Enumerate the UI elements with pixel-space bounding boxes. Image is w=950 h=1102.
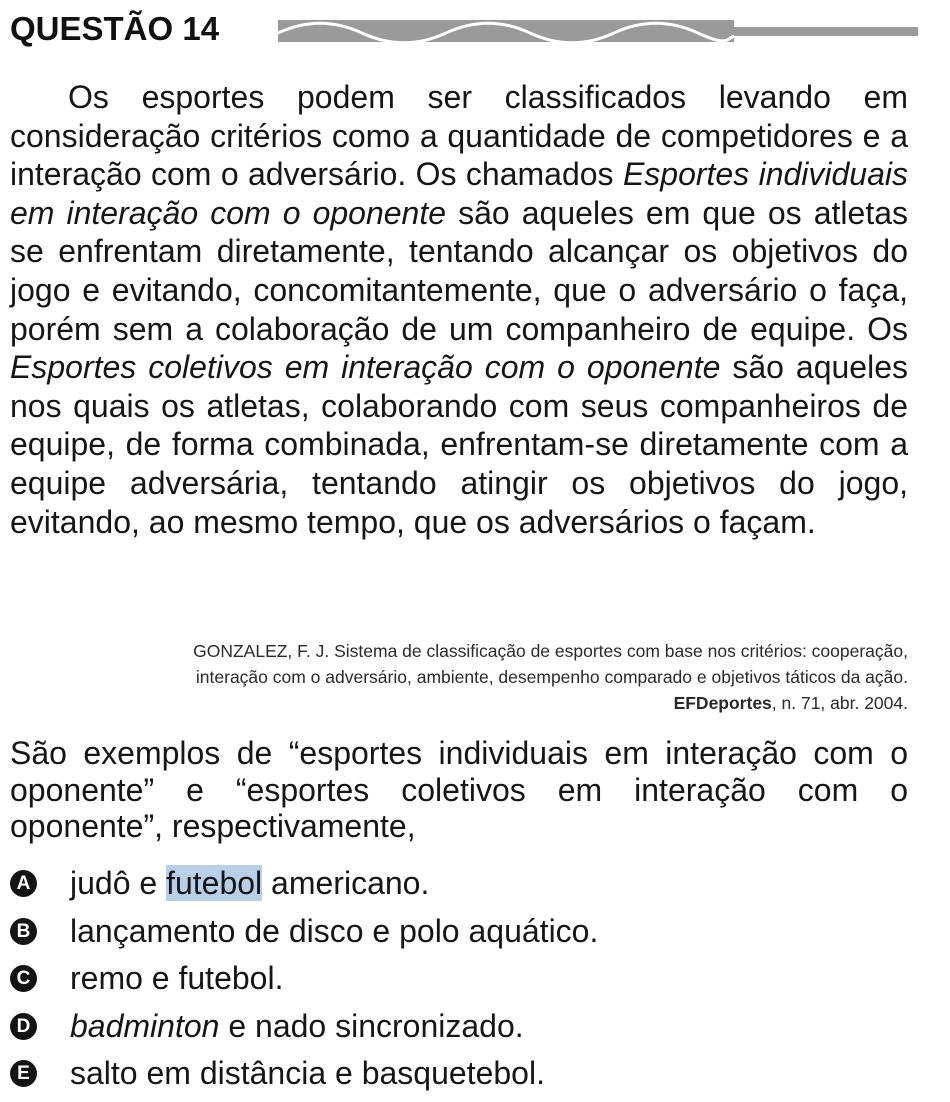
citation-line-1: GONZALEZ, F. J. Sistema de classificação de esportes com base nos critérios: cooperação,	[193, 641, 908, 661]
option-a-letter-icon: A	[10, 870, 37, 897]
option-d[interactable]	[10, 1003, 910, 1051]
citation-journal: EFDeportes	[673, 693, 772, 713]
option-b-letter-icon: B	[10, 918, 37, 945]
option-c-letter-icon: C	[10, 965, 37, 992]
option-c[interactable]	[10, 955, 910, 1003]
passage-part-2: são aqueles em que os atletas se enfrentam diretamente, tentando alcançar os objetivos do jogo e evitando, concomitantemente, que o adversário o faça, porém sem a colaboração de um companheiro de equipe. Os	[10, 194, 909, 347]
passage-term-collective: Esportes coletivos em interação com o oponente	[10, 349, 721, 386]
decorative-wave-bar	[278, 14, 918, 46]
question-stem: São exemplos de “esportes individuais em interação com o oponente” e “esportes coletivos em interação com o oponente”, respectivamente,	[10, 735, 908, 844]
passage-part-3: são aqueles nos quais os atletas, colaborando com seus companheiros de equipe, de forma combinada, enfrentam-se diretamente com a equipe adversária, tentando atingir os objetivos do jogo, evitando, ao mesmo tempo, que os adversários o façam.	[10, 349, 909, 540]
option-d-text: badminton e nado sincronizado.	[70, 1007, 524, 1044]
option-e[interactable]	[10, 1050, 910, 1098]
passage-part-1: Os esportes podem ser classificados levando em consideração critérios como a quantidade de competidores e a interação com o adversário. Os chamados	[10, 79, 908, 193]
citation-line-2: interação com o adversário, ambiente, desempenho comparado e objetivos táticos da ação.	[195, 667, 908, 687]
question-header	[10, 4, 910, 52]
citation-rest: , n. 71, abr. 2004.	[771, 693, 908, 713]
option-a-text: judô e futebol americano.	[70, 865, 430, 902]
option-d-letter-icon: D	[10, 1013, 37, 1040]
text-selection-highlight: futebol	[166, 865, 263, 902]
option-e-letter-icon: E	[10, 1060, 37, 1087]
passage-text	[10, 78, 908, 541]
citation-line-3	[10, 690, 908, 716]
option-b[interactable]	[10, 908, 910, 956]
option-e-text: salto em distância e basquetebol.	[70, 1055, 545, 1092]
option-c-text: remo e futebol.	[70, 960, 284, 997]
question-title: QUESTÃO 14	[10, 10, 220, 47]
option-a[interactable]	[10, 860, 910, 908]
option-b-text: lançamento de disco e polo aquático.	[70, 912, 599, 949]
passage-term-individual: Esportes individuais em interação com o oponente	[10, 156, 909, 231]
answer-options	[10, 860, 910, 1098]
citation	[10, 638, 908, 716]
